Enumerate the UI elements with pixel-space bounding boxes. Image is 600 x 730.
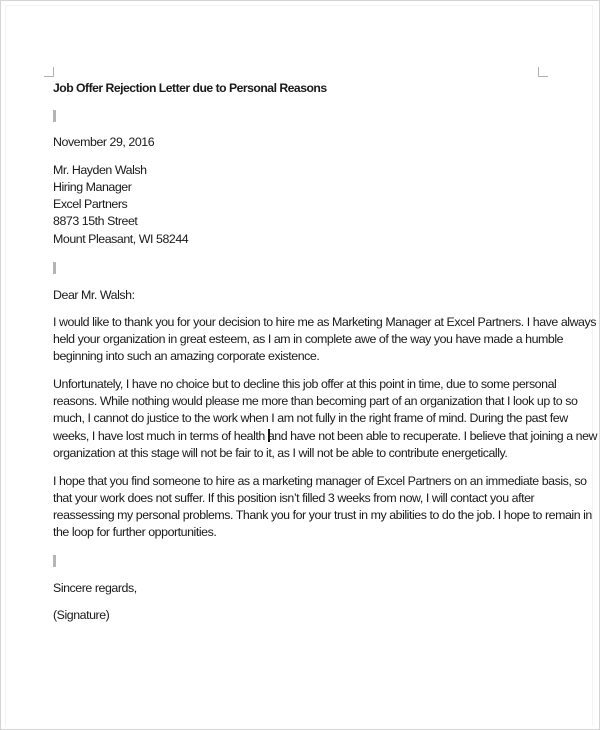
margin-corner-top-left [44,67,54,77]
paragraph-2-line-start: weeks, I have lost much in terms of health [53,429,268,443]
paragraph-1-line: beginning into such an amazing corporate existence. [53,349,320,363]
paragraph-2-line: reasons. While nothing would please me more than becoming part of an organization that I look up to so [53,394,578,408]
paragraph-2-line-end: and have not been able to recuperate. I believe that joining a new [267,429,598,443]
paragraph-3-line: I hope that you find someone to hire as a marketing manager of Excel Partners on an immediate basis, so [53,474,587,488]
signature-placeholder: (Signature) [53,608,110,622]
paragraph-marker [53,555,56,567]
paragraph-2-line: organization at this stage will not be fair to it, as I will not be able to contribute energetically. [53,446,508,460]
paragraph-3-line: that your work does not suffer. If this position isn’t filled 3 weeks from now, I will contact you after [53,491,535,505]
paragraph-marker [53,262,56,274]
paragraph-3-line: reassessing my personal problems. Thank you for your trust in my abilities to do the job. I hope to remain in [53,508,592,522]
salutation: Dear Mr. Walsh: [53,288,135,302]
recipient-street: 8873 15th Street [53,214,138,228]
letter-date: November 29, 2016 [53,135,155,149]
paragraph-2-line: much, I cannot do justice to the work when I am not fully in the right frame of mind. During the past few [53,411,568,425]
closing: Sincere regards, [53,581,137,595]
paragraph-1-line: I would like to thank you for your decision to hire me as Marketing Manager at Excel Partners. I have always [53,315,596,329]
paragraph-1-line: held your organization in great esteem, as I am in complete awe of the way you have made a humble [53,332,564,346]
recipient-company: Excel Partners [53,197,128,211]
document-title: Job Offer Rejection Letter due to Personal Reasons [53,81,327,95]
paragraph-2-line: Unfortunately, I have no choice but to decline this job offer at this point in time, due to some personal [53,377,557,391]
paragraph-2-line-with-caret [53,428,597,444]
margin-corner-top-right [538,67,548,77]
recipient-name: Mr. Hayden Walsh [53,163,147,177]
paragraph-marker [53,110,56,122]
paragraph-3-line: the loop for further opportunities. [53,525,217,539]
recipient-position: Hiring Manager [53,180,132,194]
recipient-city: Mount Pleasant, WI 58244 [53,232,189,246]
